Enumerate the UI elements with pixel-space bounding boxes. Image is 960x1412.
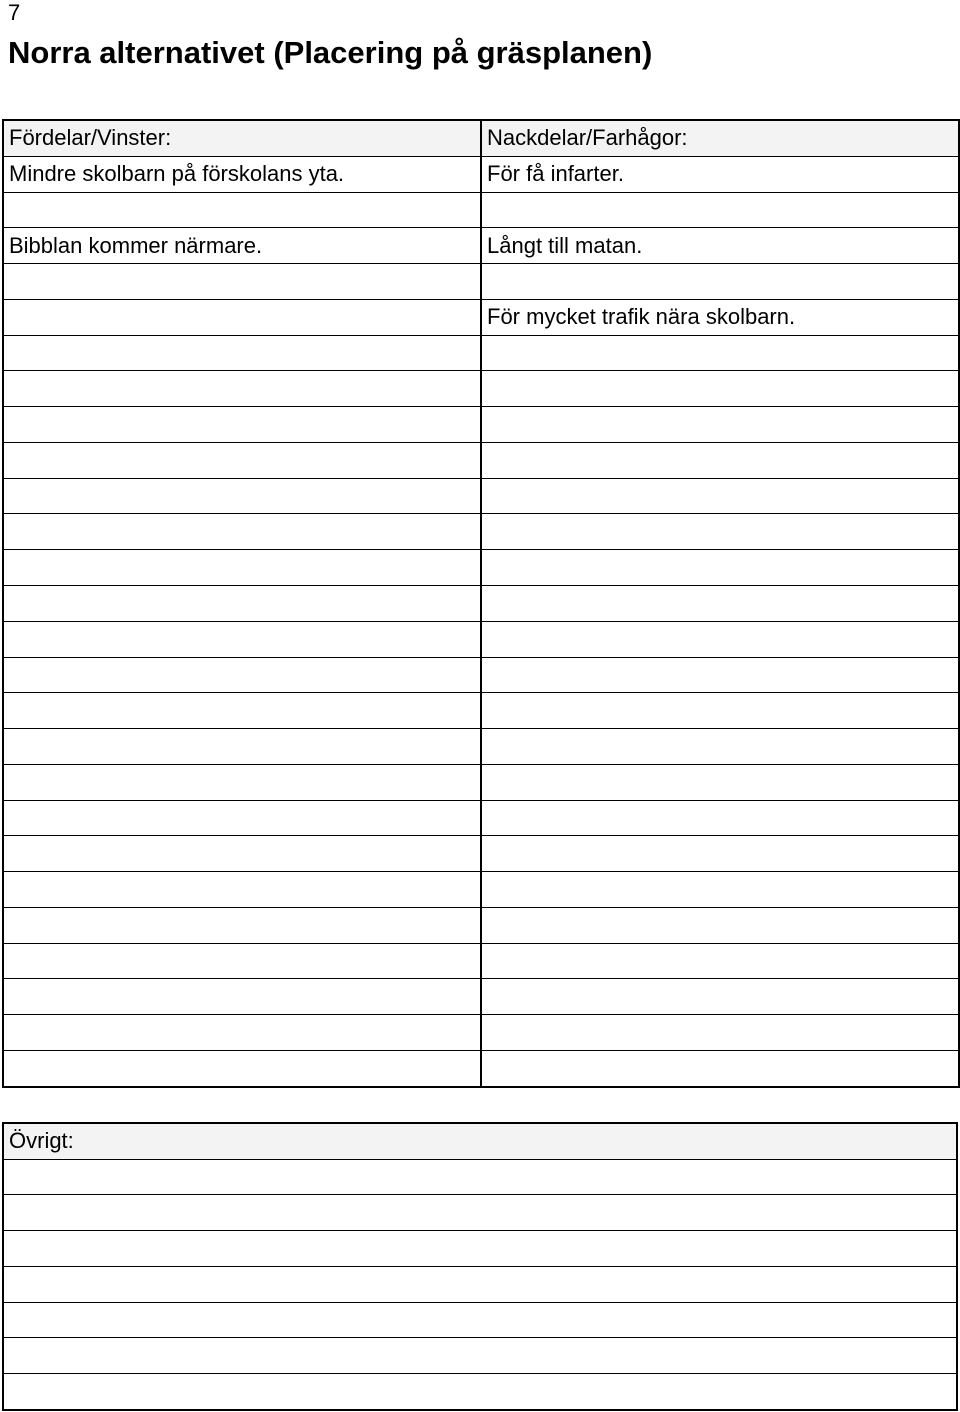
pros-item[interactable]: Mindre skolbarn på förskolans yta. xyxy=(3,156,481,192)
table-row xyxy=(3,514,959,550)
table-row xyxy=(3,907,959,943)
other-row xyxy=(3,1302,957,1338)
table-row xyxy=(3,800,959,836)
pros-item[interactable] xyxy=(3,335,481,371)
table-row xyxy=(3,550,959,586)
pros-item[interactable] xyxy=(3,693,481,729)
cons-item[interactable] xyxy=(481,836,959,872)
other-item[interactable] xyxy=(3,1302,957,1338)
table-row xyxy=(3,156,959,192)
pros-item[interactable] xyxy=(3,657,481,693)
page-title: Norra alternativet (Placering på gräsplanen) xyxy=(8,35,653,70)
pros-item[interactable] xyxy=(3,192,481,228)
other-item[interactable] xyxy=(3,1231,957,1267)
other-header: Övrigt: xyxy=(3,1123,957,1159)
cons-item[interactable] xyxy=(481,371,959,407)
table-row xyxy=(3,407,959,443)
table-row xyxy=(3,1015,959,1051)
other-table xyxy=(2,1122,958,1411)
cons-item[interactable] xyxy=(481,514,959,550)
table-row xyxy=(3,979,959,1015)
table-row xyxy=(3,621,959,657)
other-item[interactable] xyxy=(3,1195,957,1231)
cons-header: Nackdelar/Farhågor: xyxy=(481,120,959,156)
cons-item[interactable] xyxy=(481,442,959,478)
cons-item[interactable] xyxy=(481,693,959,729)
table-row xyxy=(3,657,959,693)
cons-item[interactable]: Långt till matan. xyxy=(481,228,959,264)
pros-item[interactable] xyxy=(3,407,481,443)
pros-item[interactable] xyxy=(3,585,481,621)
pros-item[interactable] xyxy=(3,371,481,407)
pros-item[interactable] xyxy=(3,514,481,550)
table-row xyxy=(3,264,959,300)
pros-item[interactable] xyxy=(3,943,481,979)
table-row xyxy=(3,836,959,872)
cons-item[interactable] xyxy=(481,550,959,586)
cons-item[interactable] xyxy=(481,943,959,979)
pros-header: Fördelar/Vinster: xyxy=(3,120,481,156)
other-row xyxy=(3,1195,957,1231)
other-item[interactable] xyxy=(3,1159,957,1195)
pros-item[interactable] xyxy=(3,478,481,514)
cons-item[interactable] xyxy=(481,264,959,300)
table-row xyxy=(3,442,959,478)
cons-item[interactable] xyxy=(481,192,959,228)
cons-item[interactable] xyxy=(481,907,959,943)
other-item[interactable] xyxy=(3,1338,957,1374)
other-item[interactable] xyxy=(3,1266,957,1302)
pros-item[interactable] xyxy=(3,264,481,300)
page-number: 7 xyxy=(8,0,21,25)
table-row xyxy=(3,729,959,765)
pros-item[interactable] xyxy=(3,800,481,836)
table-row xyxy=(3,872,959,908)
pros-item[interactable] xyxy=(3,729,481,765)
table-row xyxy=(3,228,959,264)
table-row xyxy=(3,371,959,407)
cons-item[interactable] xyxy=(481,800,959,836)
cons-item[interactable] xyxy=(481,979,959,1015)
other-row xyxy=(3,1338,957,1374)
cons-item[interactable] xyxy=(481,657,959,693)
other-row xyxy=(3,1159,957,1195)
table-row xyxy=(3,693,959,729)
table-row xyxy=(3,192,959,228)
table-row xyxy=(3,764,959,800)
cons-item[interactable] xyxy=(481,621,959,657)
cons-item[interactable] xyxy=(481,407,959,443)
table-row xyxy=(3,943,959,979)
cons-item[interactable] xyxy=(481,764,959,800)
pros-item[interactable] xyxy=(3,907,481,943)
pros-item[interactable] xyxy=(3,442,481,478)
pros-cons-table xyxy=(2,119,960,1088)
cons-item[interactable] xyxy=(481,1015,959,1051)
table-row xyxy=(3,299,959,335)
pros-item[interactable] xyxy=(3,621,481,657)
other-header-row xyxy=(3,1123,957,1159)
cons-item[interactable] xyxy=(481,872,959,908)
other-row xyxy=(3,1374,957,1410)
pros-item[interactable] xyxy=(3,1050,481,1087)
cons-item[interactable] xyxy=(481,729,959,765)
cons-item[interactable]: För få infarter. xyxy=(481,156,959,192)
pros-item[interactable] xyxy=(3,550,481,586)
cons-item[interactable] xyxy=(481,335,959,371)
pros-item[interactable]: Bibblan kommer närmare. xyxy=(3,228,481,264)
cons-item[interactable] xyxy=(481,478,959,514)
table-header-row xyxy=(3,120,959,156)
pros-item[interactable] xyxy=(3,764,481,800)
other-row xyxy=(3,1231,957,1267)
cons-item[interactable] xyxy=(481,1050,959,1087)
pros-item[interactable] xyxy=(3,1015,481,1051)
table-row xyxy=(3,1050,959,1087)
table-row xyxy=(3,335,959,371)
table-row xyxy=(3,478,959,514)
pros-item[interactable] xyxy=(3,299,481,335)
cons-item[interactable] xyxy=(481,585,959,621)
table-row xyxy=(3,585,959,621)
cons-item[interactable]: För mycket trafik nära skolbarn. xyxy=(481,299,959,335)
pros-item[interactable] xyxy=(3,979,481,1015)
other-item[interactable] xyxy=(3,1374,957,1410)
pros-item[interactable] xyxy=(3,872,481,908)
pros-item[interactable] xyxy=(3,836,481,872)
other-row xyxy=(3,1266,957,1302)
